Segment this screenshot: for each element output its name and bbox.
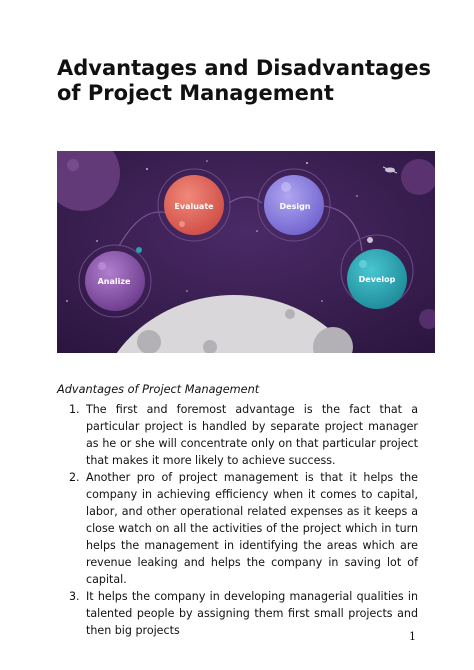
list-item-number: 2. xyxy=(69,471,80,484)
project-cycle-illustration xyxy=(57,151,435,353)
list-item-number: 1. xyxy=(69,403,80,416)
document-title: Advantages and Disadvantages of Project Management xyxy=(57,56,431,105)
evaluate-label: Evaluate xyxy=(174,202,214,211)
list-item-text: The first and foremost advantage is the fact that a particular project is handled by separate project manager as he or she will concentrate only on that particular project that makes it more likely to achieve success. xyxy=(86,403,418,467)
list-item-text: It helps the company in developing managerial qualities in talented people by assigning them first small projects and then big projects xyxy=(86,590,418,637)
design-label: Design xyxy=(279,202,311,211)
list-item-text: Another pro of project management is that it helps the company in achieving efficiency when it comes to capital, labor, and other operational related expenses as it keeps a close watch on all the activities of the project which in turn helps the management in identifying the areas which are revenue leaking and helps the company in saving lot of capital. xyxy=(86,471,418,586)
analize-label: Analize xyxy=(97,277,131,286)
advantages-list xyxy=(57,401,418,639)
page-number: 1 xyxy=(409,630,416,643)
list-item xyxy=(57,469,418,588)
list-item-number: 3. xyxy=(69,590,80,603)
develop-label: Develop xyxy=(358,275,396,284)
evaluate-bubble xyxy=(164,175,224,235)
design-bubble xyxy=(264,175,324,235)
analize-bubble xyxy=(85,251,145,311)
develop-bubble xyxy=(347,249,407,309)
list-item xyxy=(57,588,418,639)
list-item xyxy=(57,401,418,469)
section-heading: Advantages of Project Management xyxy=(57,383,260,396)
